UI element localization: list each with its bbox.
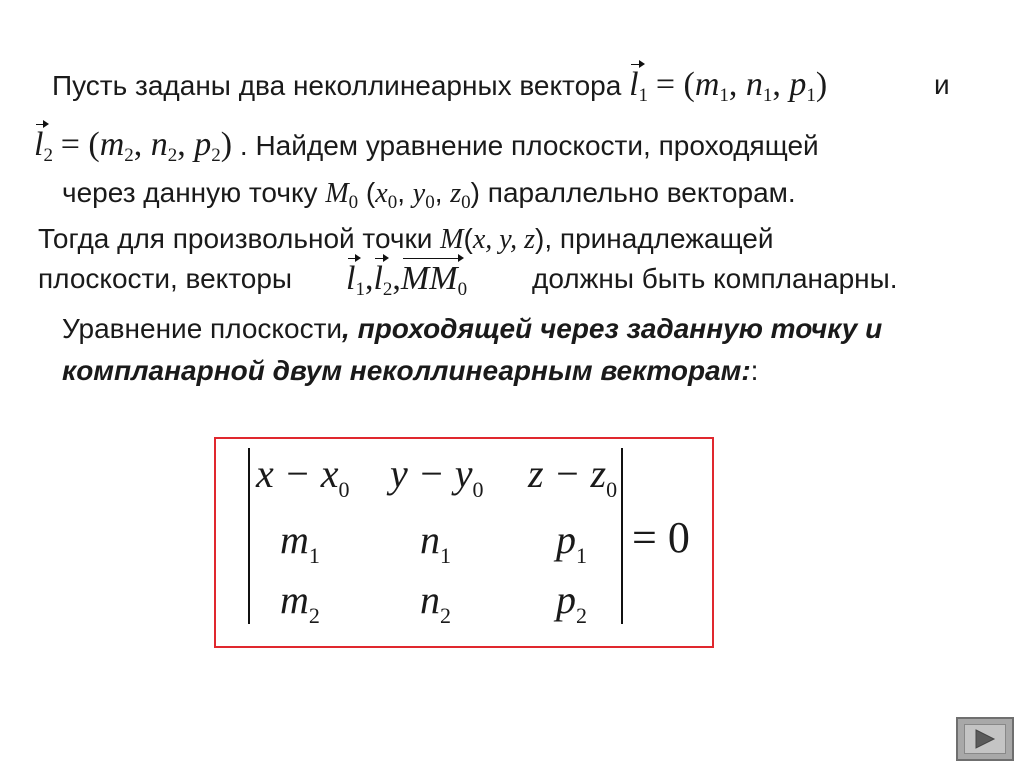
line-2-text: . Найдем уравнение плоскости, проходящей bbox=[239, 130, 819, 161]
det-r3-c2: $n_2$ bbox=[420, 577, 451, 628]
det-r2-c2: $n_1$ bbox=[420, 517, 451, 568]
determinant-right-bar bbox=[621, 448, 623, 624]
line-2: $l_2 = (m_2$, $n_2$, $p_2$) . Найдем уравнение плоскости, проходящей bbox=[34, 126, 819, 166]
play-triangle-icon bbox=[973, 728, 997, 750]
det-r1-c2: $y - y_0$ bbox=[390, 451, 484, 502]
line-5-post: должны быть компланарны. bbox=[532, 263, 898, 294]
line-7: компланарной двум неколлинеарным векторам:: bbox=[62, 355, 759, 386]
det-r2-c3: $p_1$ bbox=[556, 517, 587, 568]
next-slide-button[interactable] bbox=[956, 717, 1014, 761]
equals-zero: = 0 bbox=[632, 513, 690, 562]
vectors-l1-l2-mm0: $l_1,l_2,MM_0$ bbox=[346, 260, 468, 300]
vector-l1: $l_1$ bbox=[629, 66, 649, 106]
det-r1-c1: $x - x_0$ bbox=[256, 451, 350, 502]
line-1-text: Пусть заданы два неколлинеарных вектора bbox=[52, 70, 622, 101]
det-r3-c3: $p_2$ bbox=[556, 577, 587, 628]
line-6: Уравнение плоскости, проходящей через заданную точку и bbox=[62, 313, 883, 344]
det-r3-c1: $m_2$ bbox=[280, 577, 320, 628]
line-5: плоскости, векторы bbox=[38, 263, 293, 294]
determinant-left-bar bbox=[248, 448, 250, 624]
det-r2-c1: $m_1$ bbox=[280, 517, 320, 568]
word-and: и bbox=[934, 69, 950, 100]
next-slide-button-face[interactable] bbox=[964, 724, 1006, 754]
line-1: Пусть заданы два неколлинеарных вектора $l_1 = (m_1$, $n_1$, $p_1$) bbox=[52, 66, 828, 106]
vector-l2: $l_2$ bbox=[34, 126, 53, 166]
line-3: через данную точку $M_0$ ($x_0$, $y_0$, $z_0$) параллельно векторам. bbox=[62, 177, 796, 213]
line-4: Тогда для произвольной точки M(x, y, z), принадлежащей bbox=[38, 223, 774, 255]
det-r1-c3: $z - z_0$ bbox=[528, 451, 618, 502]
